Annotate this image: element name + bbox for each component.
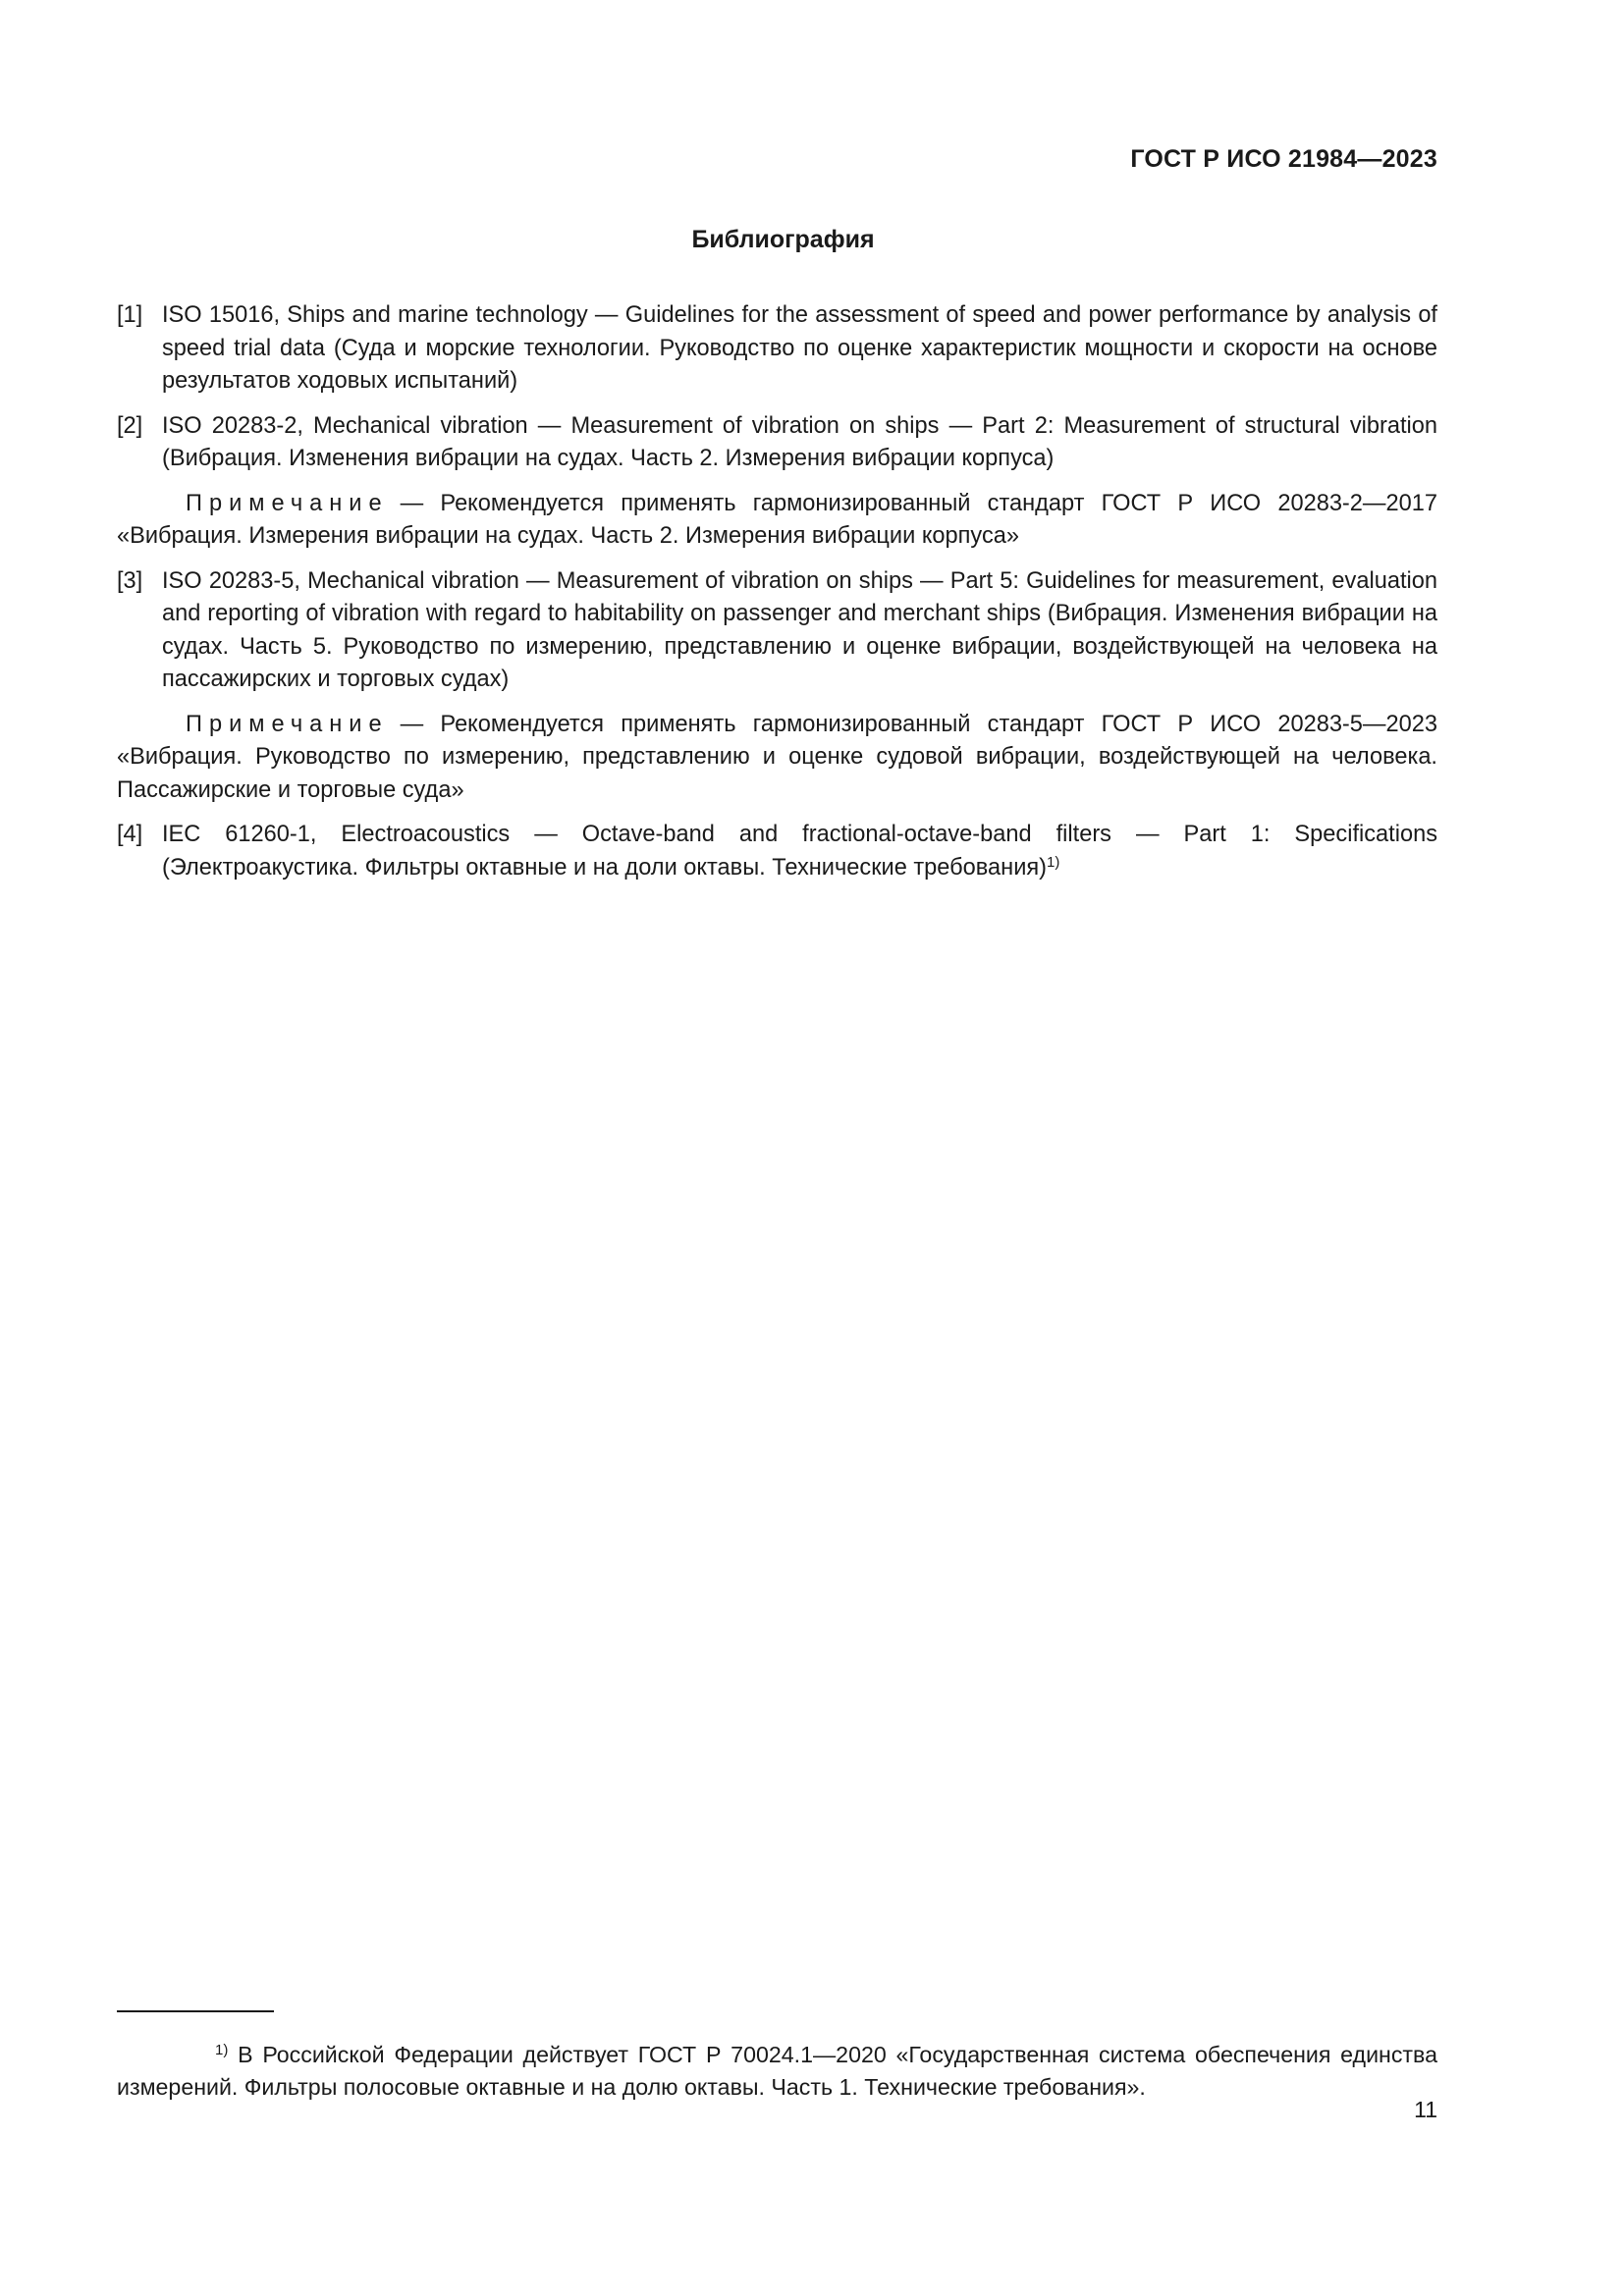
- bibliography-entry: [117, 410, 1437, 476]
- entry-text: ISO 20283-5, Mechanical vibration — Measurement of vibration on ships — Part 5: Guidelines for measurement, evaluation and reporting of vibration with regard to habitability on passenger and merchant ships (Вибрация. Изменения вибрации на судах. Часть 5. Руководство по измерению, представлению и оценке вибрации, воздействующей на человека на пассажирских и торговых судах): [162, 567, 1437, 692]
- entry-text: ISO 15016, Ships and marine technology — Guidelines for the assessment of speed and power performance by analysis of speed trial data (Суда и морские технологии. Руководство по оценке характеристик мощности и скорости на основе результатов ходовых испытаний): [162, 302, 1437, 394]
- note-label: Примечание: [186, 490, 389, 516]
- footnote-text: В Российской Федерации действует ГОСТ Р 70024.1—2020 «Государственная система обеспечения единства измерений. Фильтры полосовые октавные и на долю октавы. Часть 1. Технические требования».: [117, 2042, 1437, 2101]
- note-text: — Рекомендуется применять гармонизированный стандарт ГОСТ Р ИСО 20283-2—2017 «Вибрация. Измерения вибрации на судах. Часть 2. Измерения вибрации корпуса»: [117, 490, 1437, 549]
- footnote-separator: [117, 2010, 274, 2012]
- page-number: 11: [1414, 2097, 1437, 2122]
- bibliography-list: [117, 299, 1437, 896]
- bibliography-entry: [117, 299, 1437, 399]
- note: [117, 709, 1437, 808]
- entry-text: IEC 61260-1, Electroacoustics — Octave-band and fractional-octave-band filters — Part 1: Specifications (Электроакустика. Фильтры октавные и на доли октавы. Технические требования): [162, 822, 1437, 881]
- footnote-reference[interactable]: 1): [1047, 853, 1060, 871]
- entry-number: [3]: [117, 567, 143, 594]
- entry-number: [4]: [117, 822, 143, 847]
- note-text: — Рекомендуется применять гармонизированный стандарт ГОСТ Р ИСО 20283-5—2023 «Вибрация. Руководство по измерению, представлению и оценке судовой вибрации, воздействующей на человека. Пассажирские и торговые суда»: [117, 711, 1437, 803]
- section-title: Библиография: [691, 226, 875, 253]
- bibliography-entry: [117, 819, 1437, 884]
- footnote: [117, 2039, 1437, 2104]
- entry-number: [1]: [117, 302, 143, 328]
- bibliography-entry: [117, 565, 1437, 697]
- document-code: ГОСТ Р ИСО 21984—2023: [1130, 145, 1437, 173]
- entry-text: ISO 20283-2, Mechanical vibration — Measurement of vibration on ships — Part 2: Measurement of structural vibration (Вибрация. Изменения вибрации на судах. Часть 2. Измерения вибрации корпуса): [162, 412, 1437, 471]
- note-label: Примечание: [186, 711, 389, 737]
- entry-number: [2]: [117, 412, 143, 439]
- footnote-marker: 1): [215, 2042, 229, 2059]
- note: [117, 488, 1437, 554]
